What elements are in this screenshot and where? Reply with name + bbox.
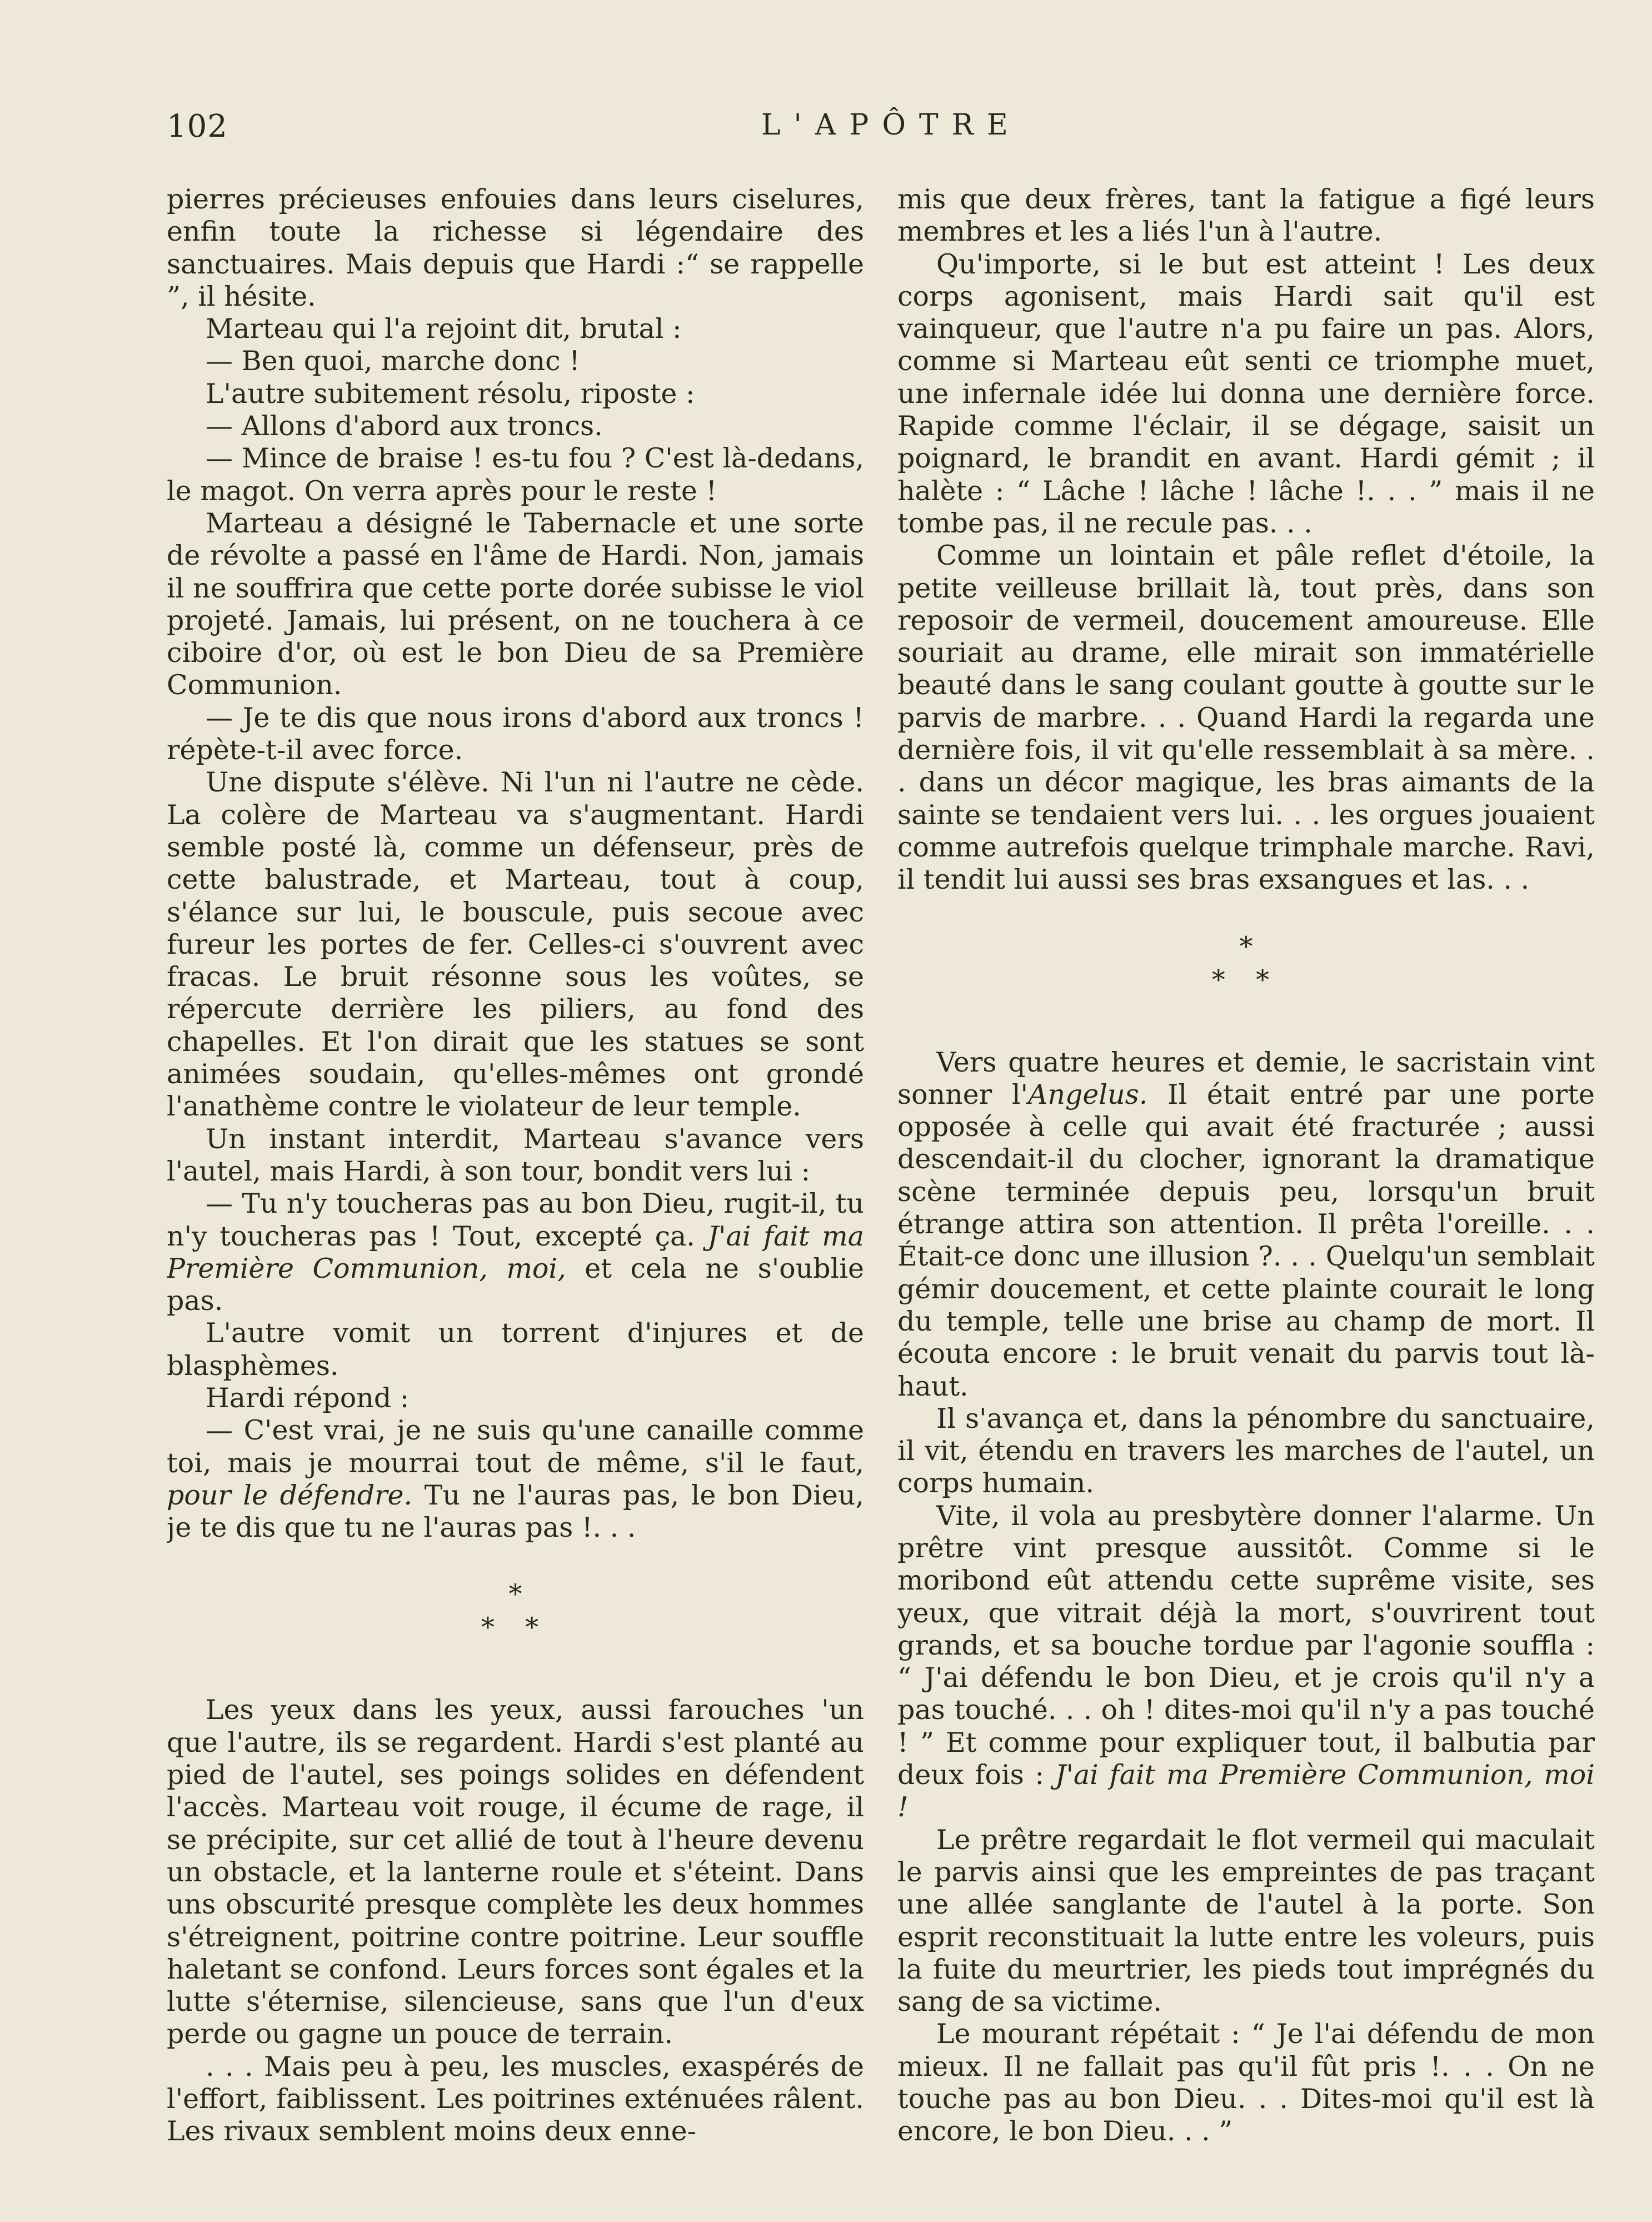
text-run: Il était entré par une porte opposée à celle qui avait été fracturée ; aussi descendait-il du clocher, ignorant la dramatique scène terminée depuis peu, lorsqu'un bruit étrange attira son attention. Il prêta l'oreille. . . Était-ce donc une illusion ?. . . Quelqu'un semblait gémir doucement, et cette plainte courait le long du temple, telle une brise au champ de mort. Il écouta encore : le bruit venait du parvis tout là-haut. <box>897 1078 1595 1402</box>
paragraph: Le mourant répétait : “ Je l'ai défendu de mon mieux. Il ne fallait pas qu'il fût pris !. . . On ne touche pas au bon Dieu. . . Dites-moi qu'il est là encore, le bon Dieu. . . ” <box>897 2018 1595 2148</box>
paragraph: . . . Mais peu à peu, les muscles, exaspérés de l'effort, faiblissent. Les poitrines exténuées râlent. Les rivaux semblent moins deux enne- <box>167 2050 864 2148</box>
dialogue-line: — Je te dis que nous irons d'abord aux troncs ! répète-t-il avec force. <box>167 701 864 766</box>
left-column <box>167 183 864 2162</box>
dialogue-line: — Allons d'abord aux troncs. <box>206 410 603 442</box>
text-run: Vers quatre heures et demie, le sacristain vint sonner l' <box>897 1046 1595 1110</box>
text-run: Tu ne l'auras pas, le bon Dieu, je te dis que tu ne l'auras pas !. . . <box>167 1479 864 1544</box>
section-separator <box>897 930 1595 997</box>
paragraph: Comme un lointain et pâle reflet d'étoile, la petite veilleuse brillait là, tout près, dans son reposoir de vermeil, doucement amoureuse. Elle souriait au drame, elle mirait son immatérielle beauté dans le sang coulant goutte à goutte sur le parvis de marbre. . . Quand Hardi la regarda une dernière fois, il vit qu'elle ressemblait à sa mère. . . dans un décor magique, les bras aimants de la sainte se tendaient vers lui. . . les orgues jouaient comme autrefois quelque trimphale marche. Ravi, il tendit lui aussi ses bras exsangues et las. . . <box>897 540 1595 896</box>
right-column <box>897 183 1595 2162</box>
page-header <box>0 108 1652 158</box>
dialogue-line <box>167 1414 864 1544</box>
paragraph: Les yeux dans les yeux, aussi farouches 'un que l'autre, ils se regardent. Hardi s'est planté au pied de l'autel, ses poings solides en défendent l'accès. Marteau voit rouge, il écume de rage, il se précipite, sur cet allié de tout à l'heure devenu un obstacle, et la lanterne roule et s'éteint. Dans uns obscurité presque complète les deux hommes s'étreignent, poitrine contre poitrine. Leur souffle haletant se confond. Leurs forces sont égales et la lutte s'éternise, silencieuse, sans que l'un d'eux perde ou gagne un pouce de terrain. <box>167 1694 864 2050</box>
italic-text: J'ai fait ma Première Communion, moi, <box>167 1220 864 1284</box>
paragraph: L'autre vomit un torrent d'injures et de blasphèmes. <box>167 1317 864 1382</box>
paragraph: Hardi répond : <box>206 1382 410 1414</box>
paragraph <box>897 1047 1595 1403</box>
separator-asterisk: * <box>1239 930 1253 962</box>
paragraph: mis que deux frères, tant la fatigue a figé leurs membres et les a liés l'un à l'autre. <box>897 183 1595 248</box>
section-separator <box>167 1577 864 1644</box>
paragraph: Marteau qui l'a rejoint dit, brutal : <box>206 313 682 345</box>
dialogue-line: — Mince de braise ! es-tu fou ? C'est là-dedans, le magot. On verra après pour le reste ! <box>167 442 864 507</box>
paragraph: Une dispute s'élève. Ni l'un ni l'autre ne cède. La colère de Marteau va s'augmentant. Hardi semble posté là, comme un défenseur, près de cette balustrade, et Marteau, tout à coup, s'élance sur lui, le bouscule, puis secoue avec fureur les portes de fer. Celles-ci s'ouvrent avec fracas. Le bruit résonne sous les voûtes, se répercute derrière les piliers, au fond des chapelles. Et l'on dirait que les statues se sont animées soudain, qu'elles-mêmes ont grondé l'anathème contre le violateur de leur temple. <box>167 766 864 1123</box>
dialogue-line <box>167 1188 864 1317</box>
paragraph: Qu'importe, si le but est atteint ! Les deux corps agonisent, mais Hardi sait qu'il est vainqueur, que l'autre n'a pu faire un pas. Alors, comme si Marteau eût senti ce triomphe muet, une infernale idée lui donna une dernière force. Rapide comme l'éclair, il se dégage, saisit un poignard, le brandit en avant. Hardi gémit ; il halète : “ Lâche ! lâche ! lâche !. . . ” mais il ne tombe pas, il ne recule pas. . . <box>897 248 1595 539</box>
italic-text: J'ai fait ma Première Communion, moi ! <box>897 1759 1595 1824</box>
paragraph: Un instant interdit, Marteau s'avance vers l'autel, mais Hardi, à son tour, bondit vers lui : <box>167 1123 864 1187</box>
paragraph: pierres précieuses enfouies dans leurs ciselures, enfin toute la richesse si légendaire des sanctuaires. Mais depuis que Hardi :“ se rappelle ”, il hésite. <box>167 183 864 312</box>
paragraph <box>897 1500 1595 1824</box>
running-title: L'APÔTRE <box>761 108 1021 142</box>
paragraph: Le prêtre regardait le flot vermeil qui maculait le parvis ainsi que les empreintes de pas traçant une allée sanglante de l'autel à la porte. Son esprit reconstituait la lutte entre les voleurs, puis la fuite du meurtrier, les pieds tout imprégnés du sang de sa victime. <box>897 1824 1595 2018</box>
page-number: 102 <box>167 108 228 145</box>
paragraph: Il s'avança et, dans la pénombre du sanctuaire, il vit, étendu en travers les marches de l'autel, un corps humain. <box>897 1402 1595 1499</box>
text-run: — Tu n'y toucheras pas au bon Dieu, rugit-il, tu n'y toucheras pas ! Tout, excepté ça. <box>167 1188 864 1252</box>
separator-asterisk: * <box>508 1578 522 1610</box>
text-run: Vite, il vola au presbytère donner l'alarme. Un prêtre vint presque aussitôt. Comme si le moribond eût attendu cette suprême visite, ses yeux, que vitrait déjà la mort, s'ouvrirent tout grands, et sa bouche tordue par l'agonie souffla : “ J'ai défendu le bon Dieu, et je crois qu'il n'y a pas touché. . . oh ! dites-moi qu'il n'y a pas touché ! ” Et comme pour expliquer tout, il balbutia par deux fois : <box>897 1499 1595 1791</box>
separator-asterisks: * * <box>1211 964 1281 995</box>
paragraph: L'autre subitement résolu, riposte : <box>206 377 695 410</box>
italic-text: pour le défendre. <box>167 1479 413 1511</box>
paragraph: Marteau a désigné le Tabernacle et une sorte de révolte a passé en l'âme de Hardi. Non, jamais il ne souffrira que cette porte dorée subisse le viol projeté. Jamais, lui présent, on ne touchera à ce ciboire d'or, où est le bon Dieu de sa Première Communion. <box>167 507 864 701</box>
separator-asterisks: * * <box>481 1612 550 1643</box>
text-run: et cela ne s'oublie pas. <box>167 1252 864 1317</box>
italic-text: Angelus. <box>1028 1078 1148 1110</box>
text-run: — C'est vrai, je ne suis qu'une canaille comme toi, mais je mourrai tout de même, s'il le faut, <box>167 1414 864 1479</box>
dialogue-line: — Ben quoi, marche donc ! <box>206 345 580 377</box>
